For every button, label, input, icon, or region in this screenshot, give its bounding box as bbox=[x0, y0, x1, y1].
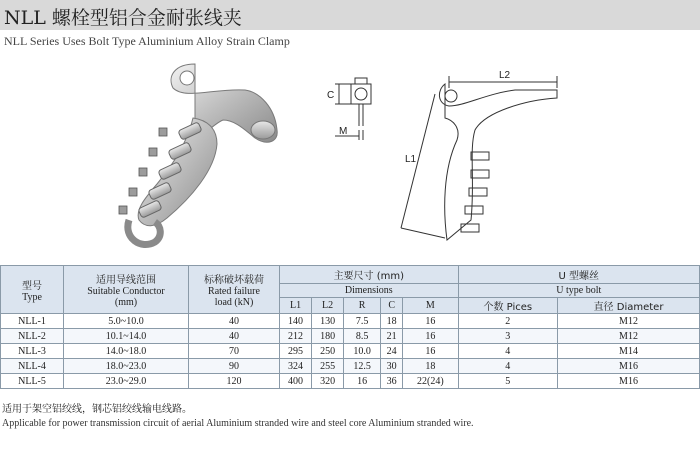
cell-r: 8.5 bbox=[344, 329, 381, 344]
cell-diameter: M16 bbox=[558, 359, 700, 374]
cell-m: 16 bbox=[403, 314, 458, 329]
cell-pieces: 3 bbox=[458, 329, 557, 344]
cell-m: 22(24) bbox=[403, 374, 458, 389]
cell-l1: 400 bbox=[280, 374, 312, 389]
table-row bbox=[1, 344, 700, 359]
cell-conductor: 23.0~29.0 bbox=[64, 374, 189, 389]
header-conductor-en: Suitable Conductor bbox=[87, 286, 165, 297]
cell-load: 40 bbox=[189, 314, 280, 329]
table-row bbox=[1, 374, 700, 389]
cell-m: 16 bbox=[403, 344, 458, 359]
cell-load: 70 bbox=[189, 344, 280, 359]
cell-pieces: 5 bbox=[458, 374, 557, 389]
cell-conductor: 5.0~10.0 bbox=[64, 314, 189, 329]
header-l2: L2 bbox=[312, 298, 344, 314]
header-conductor-cn: 适用导线范围 bbox=[96, 275, 156, 286]
note-chinese: 适用于架空铝绞线，钢芯铝绞线输电线路。 bbox=[2, 404, 192, 415]
cell-pieces: 2 bbox=[458, 314, 557, 329]
label-l2: L2 bbox=[499, 70, 511, 81]
cell-diameter: M12 bbox=[558, 329, 700, 344]
cell-conductor: 10.1~14.0 bbox=[64, 329, 189, 344]
header-conductor bbox=[64, 266, 189, 314]
spec-table bbox=[0, 265, 700, 389]
header-load-cn: 标称破坏载荷 bbox=[204, 275, 264, 286]
cell-diameter: M16 bbox=[558, 374, 700, 389]
header-model bbox=[1, 266, 64, 314]
cell-load: 40 bbox=[189, 329, 280, 344]
cell-c: 30 bbox=[381, 359, 403, 374]
cell-type: NLL-3 bbox=[1, 344, 64, 359]
cell-r: 10.0 bbox=[344, 344, 381, 359]
cell-c: 24 bbox=[381, 344, 403, 359]
header-m: M bbox=[403, 298, 458, 314]
header-pieces: 个数 Pices bbox=[458, 298, 557, 314]
cell-m: 16 bbox=[403, 329, 458, 344]
table-row bbox=[1, 329, 700, 344]
label-c: C bbox=[327, 90, 335, 101]
table-row bbox=[1, 359, 700, 374]
cell-c: 21 bbox=[381, 329, 403, 344]
header-r: R bbox=[344, 298, 381, 314]
header-ubolt-en: U type bolt bbox=[458, 284, 699, 298]
cell-load: 90 bbox=[189, 359, 280, 374]
page-title: NLL 螺栓型铝合金耐张线夹 bbox=[4, 7, 242, 29]
cell-l1: 295 bbox=[280, 344, 312, 359]
cell-l2: 250 bbox=[312, 344, 344, 359]
cell-load: 120 bbox=[189, 374, 280, 389]
cell-type: NLL-2 bbox=[1, 329, 64, 344]
cell-l1: 212 bbox=[280, 329, 312, 344]
cell-c: 18 bbox=[381, 314, 403, 329]
cell-r: 12.5 bbox=[344, 359, 381, 374]
cell-c: 36 bbox=[381, 374, 403, 389]
cell-l2: 255 bbox=[312, 359, 344, 374]
technical-drawing bbox=[325, 60, 585, 260]
cell-l1: 140 bbox=[280, 314, 312, 329]
header-ubolt-cn: U 型螺丝 bbox=[458, 266, 699, 284]
cell-l2: 180 bbox=[312, 329, 344, 344]
header-model-cn: 型号 bbox=[22, 280, 42, 292]
header-load bbox=[189, 266, 280, 314]
header-c: C bbox=[381, 298, 403, 314]
cell-diameter: M12 bbox=[558, 314, 700, 329]
page-subtitle: NLL Series Uses Bolt Type Aluminium Alloy Strain Clamp bbox=[4, 34, 290, 48]
cell-pieces: 4 bbox=[458, 359, 557, 374]
cell-r: 7.5 bbox=[344, 314, 381, 329]
header-load-unit: load (kN) bbox=[214, 297, 254, 308]
header-dims-cn: 主要尺寸 (mm) bbox=[280, 266, 459, 284]
cell-l2: 130 bbox=[312, 314, 344, 329]
cell-type: NLL-4 bbox=[1, 359, 64, 374]
note-english: Applicable for power transmission circuit of aerial Aluminium stranded wire and steel core Aluminium stranded wire. bbox=[2, 418, 474, 429]
table-row bbox=[1, 314, 700, 329]
cell-type: NLL-5 bbox=[1, 374, 64, 389]
cell-pieces: 4 bbox=[458, 344, 557, 359]
cell-r: 16 bbox=[344, 374, 381, 389]
cell-m: 18 bbox=[403, 359, 458, 374]
cell-conductor: 14.0~18.0 bbox=[64, 344, 189, 359]
header-diameter: 直径 Diameter bbox=[558, 298, 700, 314]
cell-l1: 324 bbox=[280, 359, 312, 374]
cell-conductor: 18.0~23.0 bbox=[64, 359, 189, 374]
cell-type: NLL-1 bbox=[1, 314, 64, 329]
cell-diameter: M14 bbox=[558, 344, 700, 359]
header-conductor-unit: (mm) bbox=[114, 297, 138, 308]
header-model-en: Type bbox=[22, 291, 42, 303]
clamp-photo bbox=[95, 58, 295, 258]
header-l1: L1 bbox=[280, 298, 312, 314]
header-load-en: Rated failure bbox=[208, 286, 260, 297]
cell-l2: 320 bbox=[312, 374, 344, 389]
label-l1: L1 bbox=[405, 154, 417, 165]
label-m: M bbox=[339, 126, 348, 137]
header-dims-en: Dimensions bbox=[280, 284, 459, 298]
